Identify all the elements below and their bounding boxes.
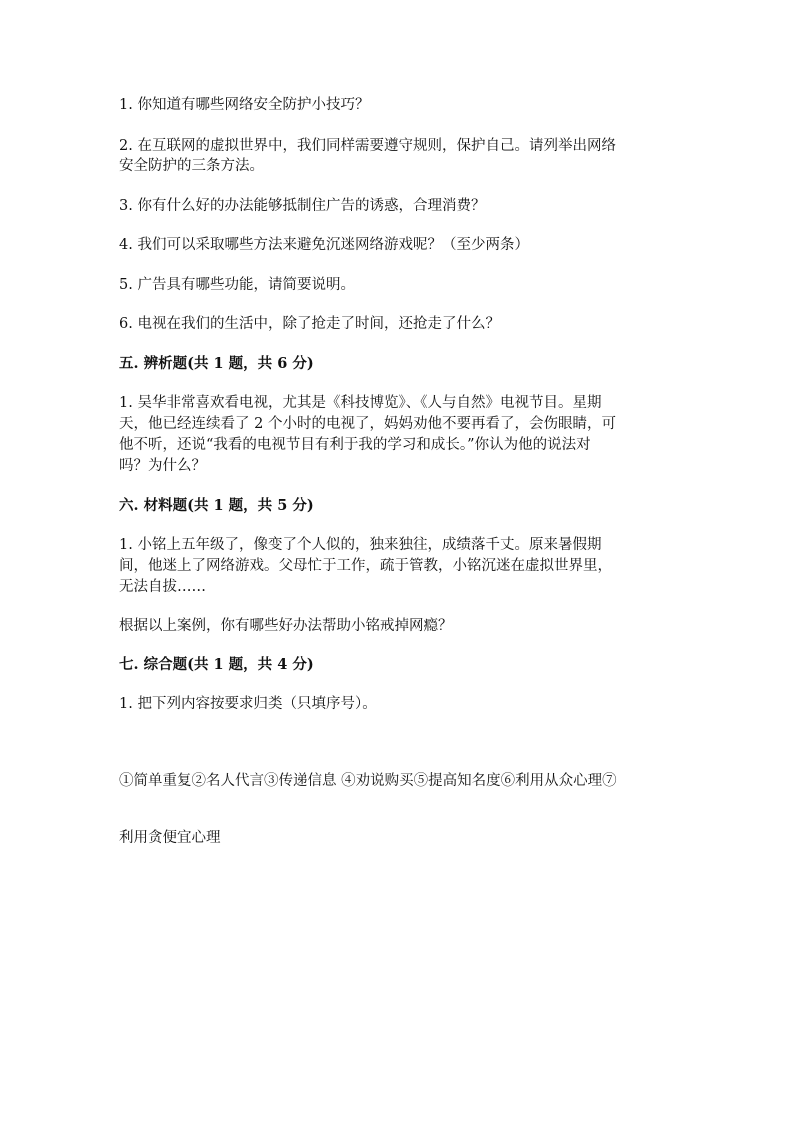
question-4: 4. 我们可以采取哪些方法来避免沉迷网络游戏呢？（至少两条）	[119, 237, 529, 253]
section-5-text-line-2: 天，他已经连续看了 2 个小时的电视了，妈妈劝他不要再看了，会伤眼睛，可	[119, 416, 616, 432]
section-7-heading: 七. 综合题(共 1 题，共 4 分)	[119, 656, 314, 673]
question-1: 1. 你知道有哪些网络安全防护小技巧？	[119, 97, 370, 113]
section-6-text-line-3: 无法自拔……	[119, 579, 206, 595]
section-6-text-line-1: 1. 小铭上五年级了，像变了个人似的，独来独往，成绩落千丈。原来暑假期	[119, 537, 602, 553]
section-6-heading: 六. 材料题(共 1 题，共 5 分)	[119, 497, 314, 514]
section-5-text-line-4: 吗？为什么？	[119, 458, 206, 474]
section-7-options-line-1: ①简单重复②名人代言③传递信息 ④劝说购买⑤提高知名度⑥利用从众心理⑦	[119, 773, 617, 789]
section-7-question: 1. 把下列内容按要求归类（只填序号）。	[119, 696, 377, 712]
question-6: 6. 电视在我们的生活中，除了抢走了时间，还抢走了什么？	[119, 316, 500, 332]
section-5-heading: 五. 辨析题(共 1 题，共 6 分)	[119, 355, 314, 372]
section-7-options-line-2: 利用贪便宜心理	[119, 830, 221, 846]
question-2-line-2: 安全防护的三条方法。	[119, 158, 264, 174]
question-3: 3. 你有什么好的办法能够抵制住广告的诱惑，合理消费？	[119, 198, 486, 214]
section-6-text-line-2: 间，他迷上了网络游戏。父母忙于工作，疏于管教，小铭沉迷在虚拟世界里，	[119, 558, 612, 574]
section-5-text-line-1: 1. 吴华非常喜欢看电视，尤其是《科技博览》、《人与自然》电视节目。星期	[119, 395, 602, 411]
section-5-text-line-3: 他不听，还说“我看的电视节目有利于我的学习和成长。”你认为他的说法对	[119, 437, 591, 453]
section-6-question: 根据以上案例，你有哪些好办法帮助小铭戒掉网瘾？	[119, 618, 453, 634]
question-5: 5. 广告具有哪些功能，请简要说明。	[119, 277, 355, 293]
question-2-line-1: 2. 在互联网的虚拟世界中，我们同样需要遵守规则，保护自己。请列举出网络	[119, 138, 616, 154]
